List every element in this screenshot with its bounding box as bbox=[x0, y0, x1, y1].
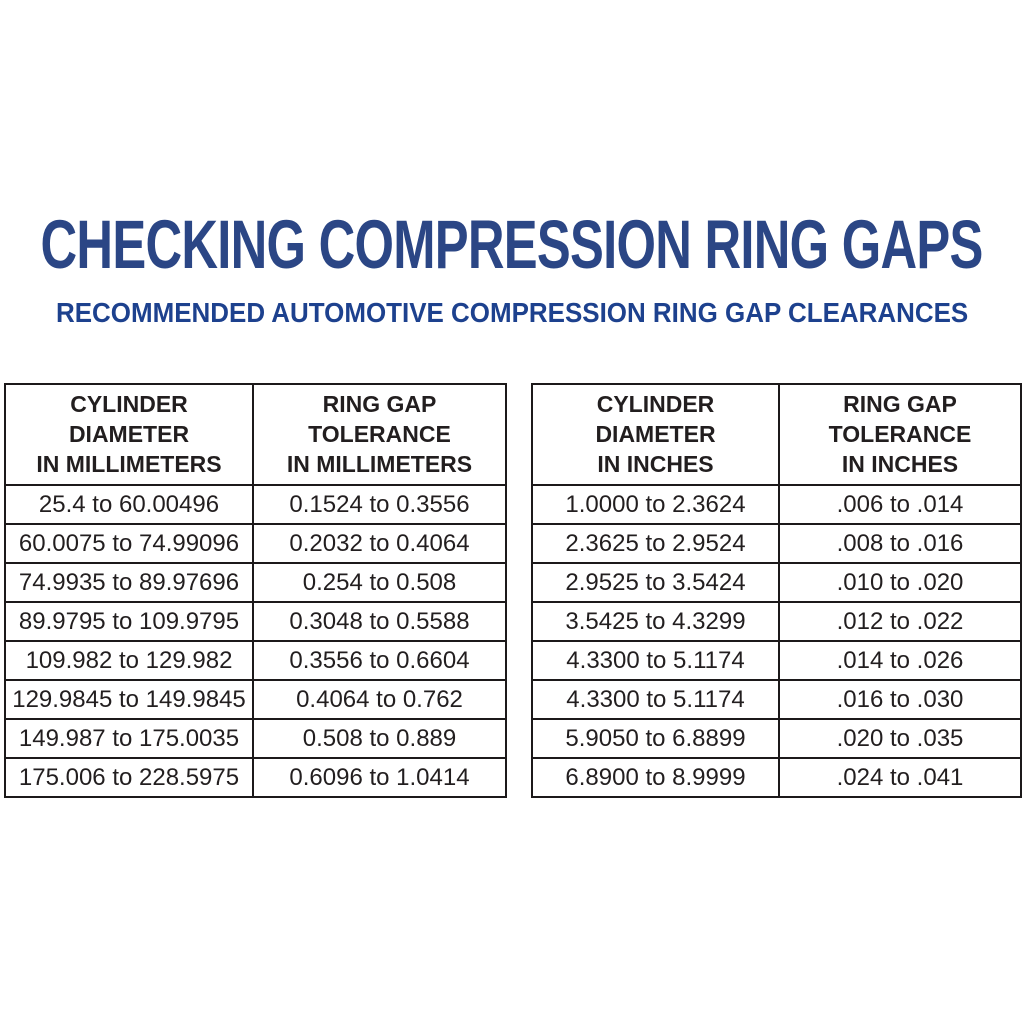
page-subtitle: RECOMMENDED AUTOMOTIVE COMPRESSION RING GAP CLEARANCES bbox=[55, 297, 969, 328]
table-row bbox=[5, 524, 506, 563]
table-row bbox=[532, 680, 1021, 719]
subtitle-block bbox=[0, 296, 1024, 330]
column-header bbox=[779, 384, 1021, 485]
cell: 89.9795 to 109.9795 bbox=[5, 602, 253, 641]
cell: .014 to .026 bbox=[779, 641, 1021, 680]
page-title: CHECKING COMPRESSION RING GAPS bbox=[40, 206, 984, 283]
table-row bbox=[532, 485, 1021, 524]
table-row bbox=[5, 602, 506, 641]
title-block bbox=[0, 206, 1024, 283]
table-row bbox=[5, 641, 506, 680]
header-line: IN INCHES bbox=[597, 451, 714, 477]
cell: 0.3048 to 0.5588 bbox=[253, 602, 506, 641]
cell: 25.4 to 60.00496 bbox=[5, 485, 253, 524]
table-row bbox=[5, 719, 506, 758]
cell: 2.9525 to 3.5424 bbox=[532, 563, 779, 602]
column-header bbox=[253, 384, 506, 485]
header-line: RING GAP bbox=[843, 391, 957, 417]
header-line: TOLERANCE bbox=[828, 421, 972, 447]
header-line: IN INCHES bbox=[841, 451, 959, 477]
cell: .010 to .020 bbox=[779, 563, 1021, 602]
inches-table bbox=[531, 383, 1022, 798]
cell: 0.2032 to 0.4064 bbox=[253, 524, 506, 563]
cell: .006 to .014 bbox=[779, 485, 1021, 524]
header-line: TOLERANCE bbox=[308, 421, 451, 447]
cell: 6.8900 to 8.9999 bbox=[532, 758, 779, 797]
cell: 4.3300 to 5.1174 bbox=[532, 680, 779, 719]
cell: 0.4064 to 0.762 bbox=[253, 680, 506, 719]
cell: 3.5425 to 4.3299 bbox=[532, 602, 779, 641]
table-row bbox=[5, 680, 506, 719]
cell: 60.0075 to 74.99096 bbox=[5, 524, 253, 563]
table-row bbox=[5, 563, 506, 602]
cell: 5.9050 to 6.8899 bbox=[532, 719, 779, 758]
table-row bbox=[532, 641, 1021, 680]
header-line: RING GAP bbox=[322, 391, 437, 417]
cell: 4.3300 to 5.1174 bbox=[532, 641, 779, 680]
header-row bbox=[532, 384, 1021, 485]
header-row bbox=[5, 384, 506, 485]
table-row bbox=[5, 485, 506, 524]
header-line: DIAMETER bbox=[595, 421, 716, 447]
cell: .020 to .035 bbox=[779, 719, 1021, 758]
millimeters-table bbox=[4, 383, 507, 798]
table-row bbox=[532, 758, 1021, 797]
header-line: CYLINDER bbox=[596, 391, 715, 417]
table-row bbox=[5, 758, 506, 797]
cell: 1.0000 to 2.3624 bbox=[532, 485, 779, 524]
cell: 2.3625 to 2.9524 bbox=[532, 524, 779, 563]
cell: 175.006 to 228.5975 bbox=[5, 758, 253, 797]
cell: 0.6096 to 1.0414 bbox=[253, 758, 506, 797]
header-line: DIAMETER bbox=[68, 421, 190, 447]
cell: 149.987 to 175.0035 bbox=[5, 719, 253, 758]
header-line: IN MILLIMETERS bbox=[286, 451, 473, 477]
column-header bbox=[532, 384, 779, 485]
cell: .008 to .016 bbox=[779, 524, 1021, 563]
table-row bbox=[532, 563, 1021, 602]
table-row bbox=[532, 524, 1021, 563]
table-row bbox=[532, 719, 1021, 758]
cell: 0.1524 to 0.3556 bbox=[253, 485, 506, 524]
column-header bbox=[5, 384, 253, 485]
cell: .012 to .022 bbox=[779, 602, 1021, 641]
table-row bbox=[532, 602, 1021, 641]
cell: 0.254 to 0.508 bbox=[253, 563, 506, 602]
cell: 129.9845 to 149.9845 bbox=[5, 680, 253, 719]
cell: 0.3556 to 0.6604 bbox=[253, 641, 506, 680]
cell: 0.508 to 0.889 bbox=[253, 719, 506, 758]
cell: 109.982 to 129.982 bbox=[5, 641, 253, 680]
cell: .024 to .041 bbox=[779, 758, 1021, 797]
cell: 74.9935 to 89.97696 bbox=[5, 563, 253, 602]
cell: .016 to .030 bbox=[779, 680, 1021, 719]
tables-row bbox=[4, 383, 1022, 798]
header-line: CYLINDER bbox=[70, 391, 188, 417]
header-line: IN MILLIMETERS bbox=[36, 451, 222, 477]
